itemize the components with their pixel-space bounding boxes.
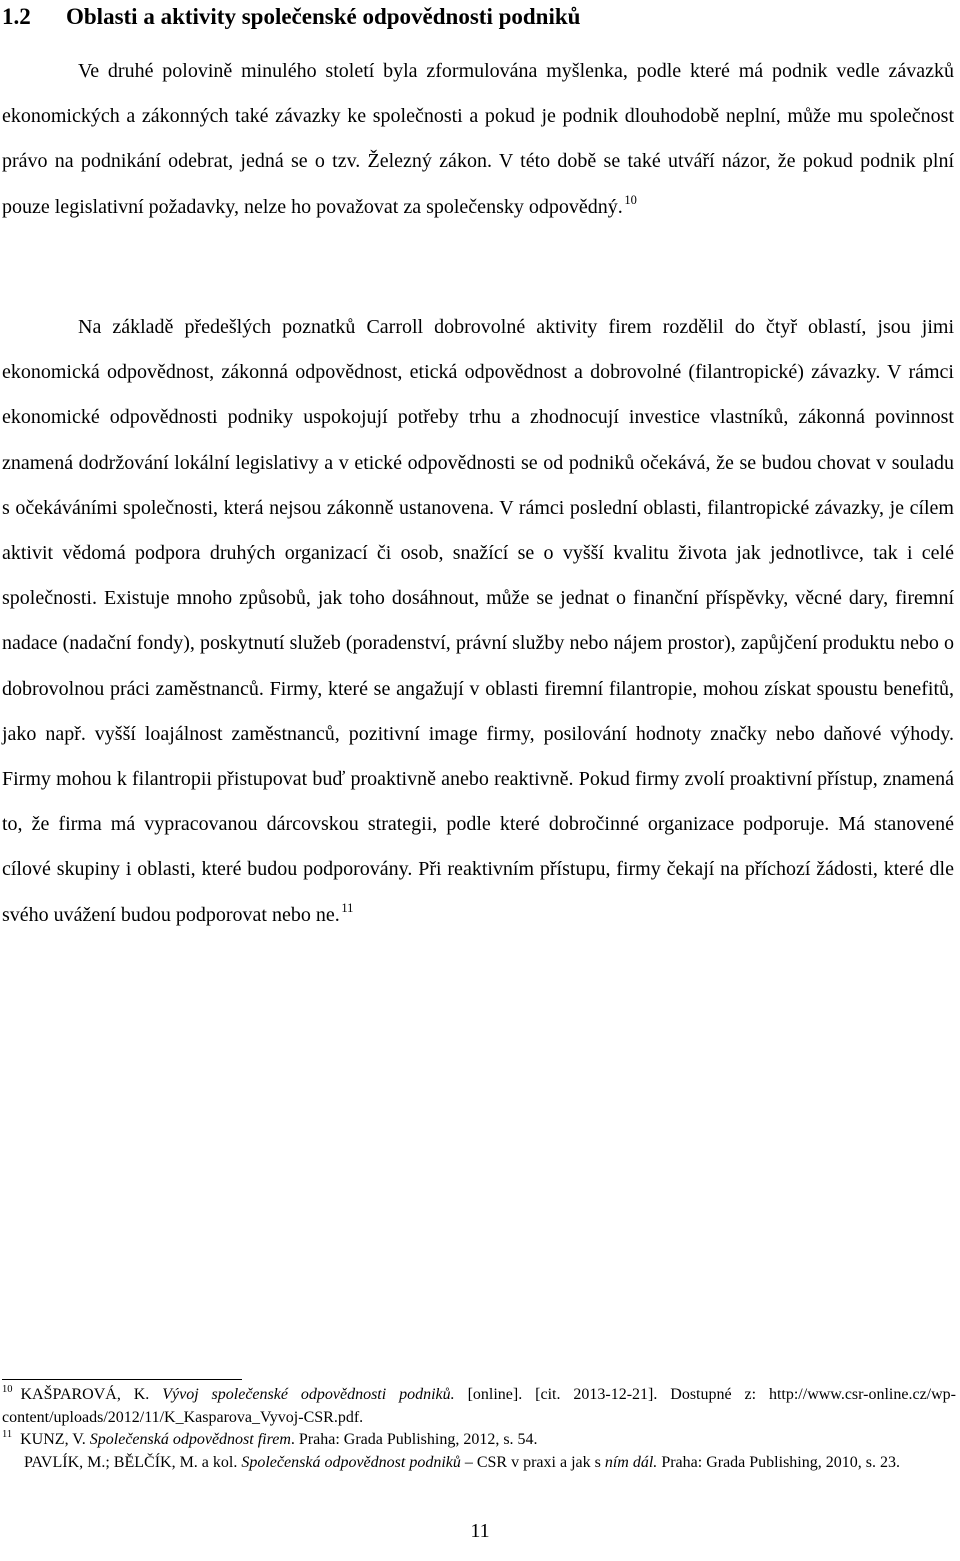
footnotes: [2, 1384, 956, 1474]
page-number: 11: [470, 1520, 490, 1542]
footnote-author: KUNZ, V.: [20, 1431, 86, 1449]
footnote-mark: 10: [2, 1384, 13, 1395]
footnote-details: Praha: Grada Publishing, 2010, s. 23.: [661, 1453, 900, 1471]
footnote-title: Vývoj společenské odpovědnosti podniků.: [162, 1386, 455, 1403]
section-title: Oblasti a aktivity společenské odpovědnosti podniků: [66, 4, 581, 29]
footnote-author: PAVLÍK, M.; BĚLČÍK, M. a kol.: [24, 1453, 238, 1471]
footnote-title: Společenská odpovědnost firem: [89, 1431, 291, 1449]
footnote-details: – CSR v praxi a jak s: [464, 1453, 601, 1471]
footnote-reference: 10: [624, 192, 637, 207]
paragraph-text: Ve druhé polovině minulého století byla zformulována myšlenka, podle které má podnik vedle závazků ekonomických a zákonných také závazky ke společnosti a pokud je podnik dlouhodobě neplní, může mu společnost právo na podnikání odebrat, jedná se o tzv. Železný zákon. V této době se také utváří názor, že pokud podnik plní pouze legislativní požadavky, nelze ho považovat za společensky odpovědný.: [2, 60, 954, 218]
section-number: 1.2: [2, 4, 31, 29]
footnote: [2, 1429, 956, 1452]
footnote-title: Společenská odpovědnost podniků: [241, 1453, 461, 1471]
footnote-separator: [2, 1379, 242, 1380]
footnote: [2, 1384, 956, 1429]
footnote-details: . Praha: Grada Publishing, 2012, s. 54.: [290, 1431, 538, 1449]
footnote-mark: 11: [2, 1429, 13, 1441]
section-heading: [2, 2, 580, 32]
paragraph: [2, 305, 954, 938]
footnote-reference: 11: [341, 900, 354, 915]
footnote-continuation: [2, 1452, 956, 1475]
paragraph-text: Na základě předešlých poznatků Carroll dobrovolné aktivity firem rozdělil do čtyř oblastí, jsou jimi ekonomická odpovědnost, zákonná odpovědnost, etická odpovědnost a dobrovolné (filantropické) závazky. V rámci ekonomické odpovědnosti podniky uspokojují potřeby trhu a zhodnocují investice vlastníků, zákonná povinnost znamená dodržování lokální legislativy a v etické odpovědnosti se od podniků očekává, že se budou chovat v souladu s očekáváními společnosti, která nejsou zákonně ustanovena. V rámci poslední oblasti, filantropické závazky, je cílem aktivit vědomá podpora druhých organizací či osob, snažící se o vyšší kvalitu života jak jednotlivce, tak i celé společnosti. Existuje mnoho způsobů, jak toho dosáhnout, může se jednat o finanční příspěvky, věcné dary, firemní nadace (nadační fondy), poskytnutí služeb (poradenství, právní služby nebo nájem prostor), zapůjčení produktu nebo o dobrovolnou práci zaměstnanců. Firmy, které se angažují v oblasti firemní filantropie, mohou získat spoustu benefitů, jako např. vyšší loajálnost zaměstnanců, pozitivní image firmy, posilování hodnoty značky nebo daňové výhody. Firmy mohou k filantropii přistupovat buď proaktivně anebo reaktivně. Pokud firmy zvolí proaktivní přístup, znamená to, že firma má vypracovanou dárcovskou strategii, podle které dobročinné organizace podporuje. Má stanovené cílové skupiny i oblasti, které budou podporovány. Při reaktivním přístupu, firmy čekají na příchozí žádosti, které dle svého uvážení budou podporovat nebo ne.: [2, 316, 954, 926]
footnote-italic-tail: ním dál.: [604, 1453, 658, 1471]
paragraph: [2, 49, 954, 230]
footnote-details: [online]. [cit. 2013-12-21]. Dostupné z: http://www.csr-online.cz/wp-content/uploads/2012/11/K_Kasparova_Vyvoj-CSR.pdf.: [2, 1386, 957, 1426]
footnote-author: KAŠPAROVÁ, K.: [20, 1386, 150, 1403]
